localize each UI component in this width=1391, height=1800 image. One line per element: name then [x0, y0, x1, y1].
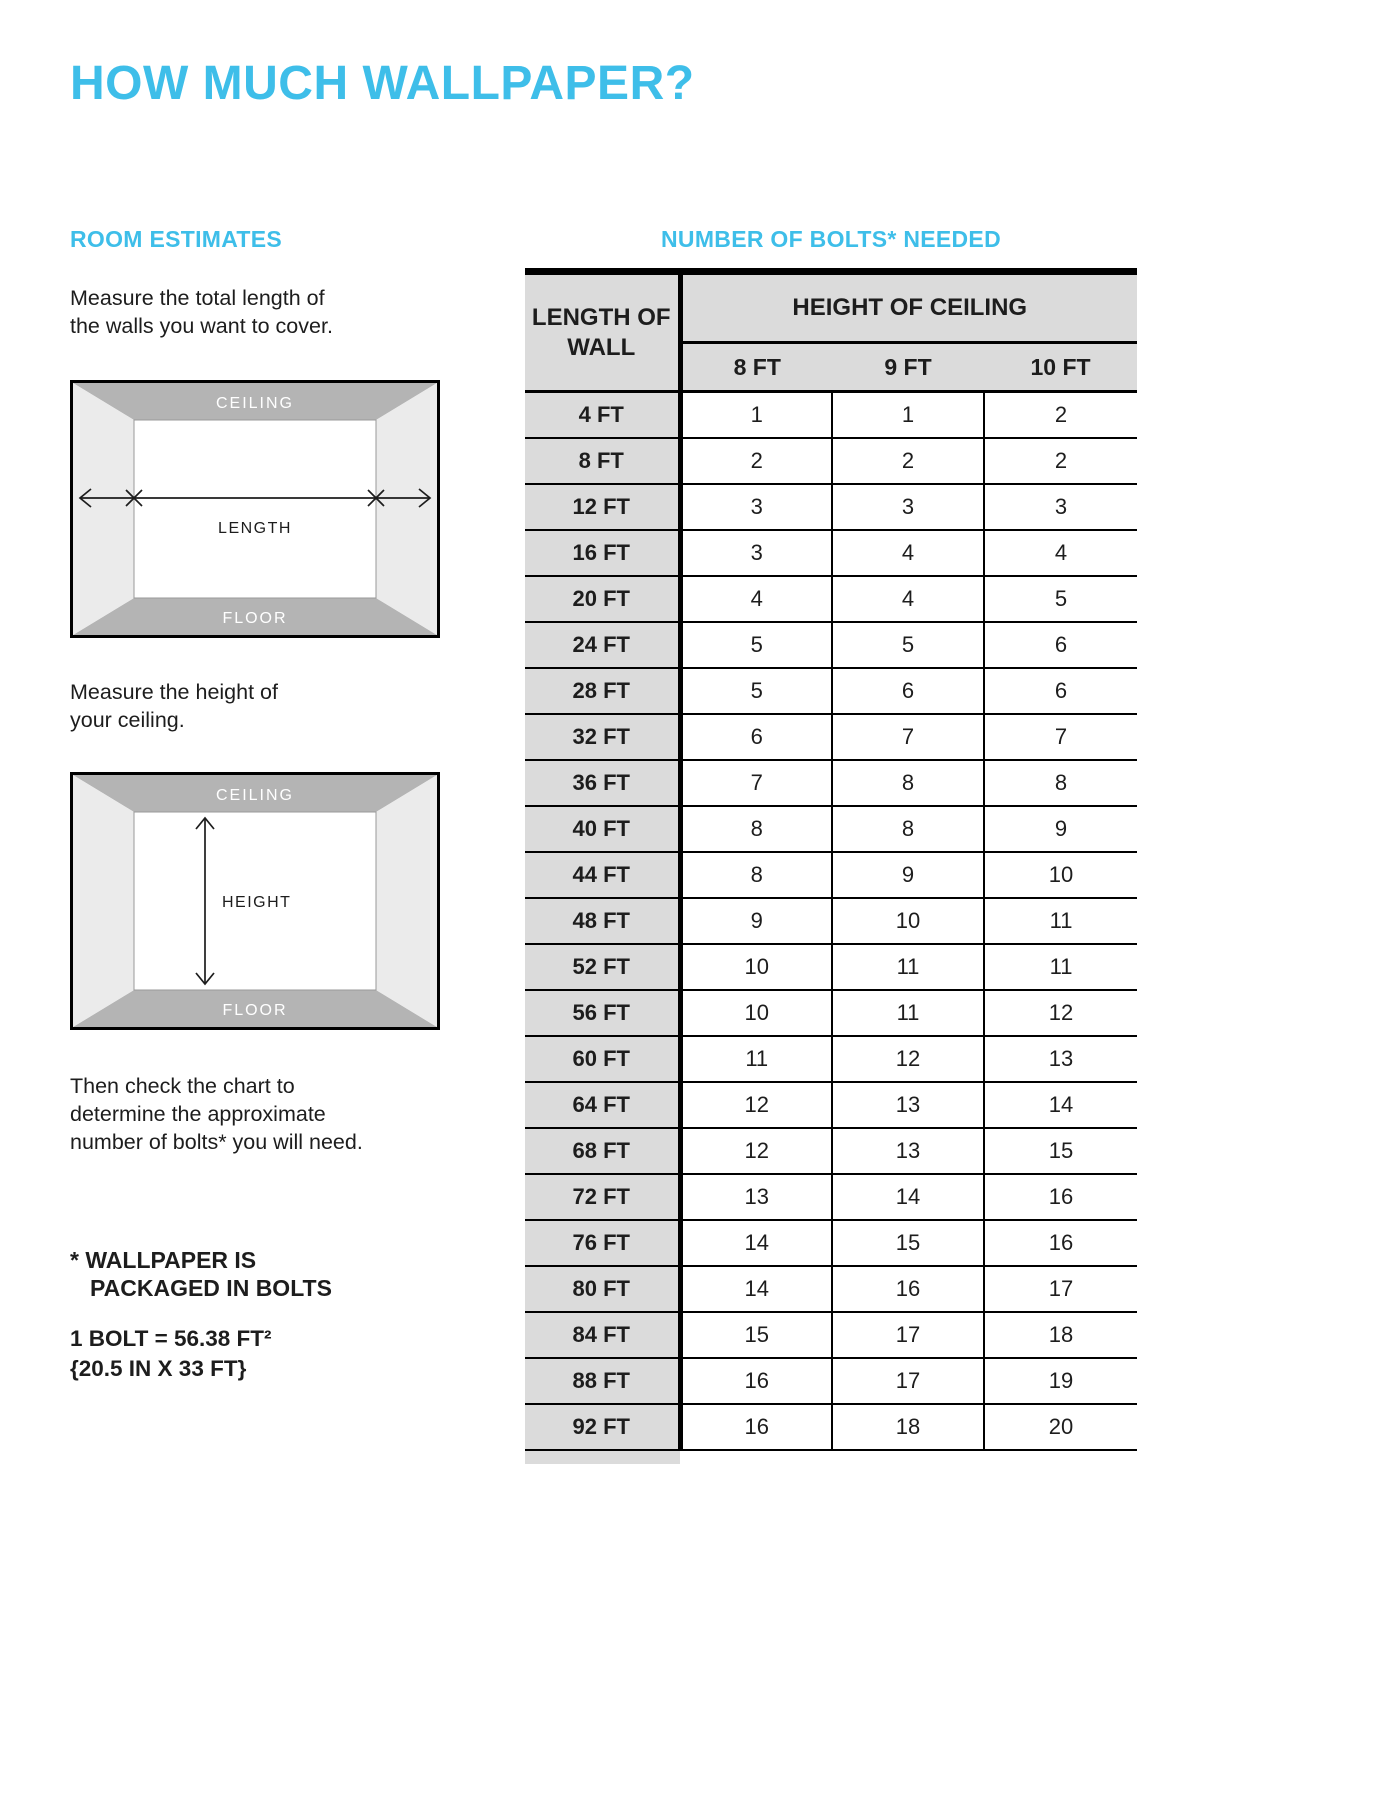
bolt-count-cell: 6: [984, 668, 1137, 714]
step3-text: [70, 1072, 363, 1156]
table-row: [525, 668, 1137, 714]
bolt-count-cell: 1: [680, 392, 832, 439]
bolt-count-cell: 12: [832, 1036, 984, 1082]
table-row: [525, 944, 1137, 990]
wall-length-cell: 12 FT: [525, 484, 680, 530]
step3-line3: number of bolts* you will need.: [70, 1130, 363, 1154]
bolt-count-cell: 14: [680, 1266, 832, 1312]
table-row: [525, 714, 1137, 760]
step2-line1: Measure the height of: [70, 680, 278, 704]
table-row: [525, 392, 1137, 439]
bolt-count-cell: 16: [984, 1220, 1137, 1266]
bolt-count-cell: 14: [832, 1174, 984, 1220]
bolt-count-cell: 8: [832, 806, 984, 852]
wall-length-cell: 56 FT: [525, 990, 680, 1036]
bolts-table: [525, 268, 1137, 1451]
bolt-count-cell: 11: [832, 990, 984, 1036]
bolt-count-cell: 19: [984, 1358, 1137, 1404]
bolt-count-cell: 10: [832, 898, 984, 944]
bolt-count-cell: 16: [680, 1358, 832, 1404]
bolt-count-cell: 2: [832, 438, 984, 484]
bolt-count-cell: 15: [832, 1220, 984, 1266]
room-height-diagram: [70, 772, 440, 1030]
bolt-count-cell: 18: [984, 1312, 1137, 1358]
bolt-count-cell: 3: [680, 484, 832, 530]
length-of-wall-header: LENGTH OF WALL: [525, 272, 680, 392]
bolt-count-cell: 4: [832, 530, 984, 576]
bolt-count-cell: 9: [832, 852, 984, 898]
bolt-count-cell: 10: [984, 852, 1137, 898]
table-row: [525, 530, 1137, 576]
right-wall: [376, 775, 437, 1027]
bolt-count-cell: 11: [680, 1036, 832, 1082]
bolt-count-cell: 4: [984, 530, 1137, 576]
bolt-count-cell: 9: [680, 898, 832, 944]
left-wall: [73, 775, 134, 1027]
bolt-count-cell: 20: [984, 1404, 1137, 1450]
room-length-diagram: [70, 380, 440, 638]
ceiling-height-10ft: 10 FT: [984, 343, 1137, 392]
wall-length-cell: 20 FT: [525, 576, 680, 622]
bolt-count-cell: 9: [984, 806, 1137, 852]
bolt-count-cell: 8: [680, 806, 832, 852]
bolt-count-cell: 5: [680, 622, 832, 668]
ceiling-label: CEILING: [215, 395, 295, 412]
bolt-count-cell: 5: [984, 576, 1137, 622]
height-label: HEIGHT: [222, 894, 292, 911]
bolt-count-cell: 15: [984, 1128, 1137, 1174]
bolt-count-cell: 6: [984, 622, 1137, 668]
floor-label: FLOOR: [222, 610, 288, 627]
table-header-row: [525, 272, 1137, 343]
bolt-count-cell: 5: [680, 668, 832, 714]
wall-length-cell: 68 FT: [525, 1128, 680, 1174]
bolt-count-cell: 16: [984, 1174, 1137, 1220]
table-row: [525, 576, 1137, 622]
table-row: [525, 1082, 1137, 1128]
bolts-needed-heading: NUMBER OF BOLTS* NEEDED: [661, 226, 1001, 252]
bolt-count-cell: 2: [680, 438, 832, 484]
bolt-count-cell: 13: [680, 1174, 832, 1220]
page-title: HOW MUCH WALLPAPER?: [70, 57, 695, 110]
bolt-count-cell: 14: [680, 1220, 832, 1266]
footnote-line2: PACKAGED IN BOLTS: [90, 1275, 332, 1301]
bolt-count-cell: 12: [984, 990, 1137, 1036]
table-row: [525, 760, 1137, 806]
bolt-count-cell: 18: [832, 1404, 984, 1450]
bolt-count-cell: 7: [680, 760, 832, 806]
wall-length-cell: 88 FT: [525, 1358, 680, 1404]
bolt-count-cell: 15: [680, 1312, 832, 1358]
bolt-count-cell: 11: [984, 898, 1137, 944]
bolt-spec: [70, 1324, 272, 1384]
table-row: [525, 484, 1137, 530]
table-row: [525, 990, 1137, 1036]
step3-line2: determine the approximate: [70, 1102, 326, 1126]
wall-length-cell: 52 FT: [525, 944, 680, 990]
step1-line2: the walls you want to cover.: [70, 314, 333, 338]
bolt-count-cell: 13: [984, 1036, 1137, 1082]
step1-text: [70, 284, 333, 340]
table-row: [525, 852, 1137, 898]
step1-line1: Measure the total length of: [70, 286, 325, 310]
table-footer-strip: [525, 1451, 680, 1464]
bolt-count-cell: 12: [680, 1128, 832, 1174]
bolt-count-cell: 7: [984, 714, 1137, 760]
table-row: [525, 1312, 1137, 1358]
bolt-count-cell: 16: [832, 1266, 984, 1312]
wall-length-cell: 36 FT: [525, 760, 680, 806]
table-row: [525, 806, 1137, 852]
bolt-equivalence: 1 BOLT = 56.38 FT²: [70, 1326, 272, 1351]
step3-line1: Then check the chart to: [70, 1074, 295, 1098]
bolts-footnote: [70, 1246, 332, 1302]
bolts-table-head: [525, 272, 1137, 392]
bolt-count-cell: 4: [832, 576, 984, 622]
bolt-count-cell: 14: [984, 1082, 1137, 1128]
wall-length-cell: 44 FT: [525, 852, 680, 898]
bolt-count-cell: 1: [832, 392, 984, 439]
ceiling-label: CEILING: [215, 787, 295, 804]
bolts-table-body: [525, 392, 1137, 1451]
table-row: [525, 438, 1137, 484]
wall-length-cell: 40 FT: [525, 806, 680, 852]
table-row: [525, 622, 1137, 668]
bolt-count-cell: 5: [832, 622, 984, 668]
right-wall: [376, 383, 437, 635]
ceiling-height-9ft: 9 FT: [832, 343, 984, 392]
bolt-dimensions: {20.5 IN X 33 FT}: [70, 1356, 247, 1381]
bolt-count-cell: 16: [680, 1404, 832, 1450]
back-wall: [134, 420, 376, 598]
table-row: [525, 1404, 1137, 1450]
table-row: [525, 1220, 1137, 1266]
bolts-table-container: [525, 268, 1137, 1464]
bolt-count-cell: 12: [680, 1082, 832, 1128]
table-row: [525, 1036, 1137, 1082]
height-of-ceiling-header: HEIGHT OF CEILING: [680, 272, 1137, 343]
table-row: [525, 1358, 1137, 1404]
bolt-count-cell: 7: [832, 714, 984, 760]
room-estimates-heading: ROOM ESTIMATES: [70, 226, 283, 252]
bolt-count-cell: 8: [984, 760, 1137, 806]
bolt-count-cell: 17: [832, 1358, 984, 1404]
wall-length-cell: 76 FT: [525, 1220, 680, 1266]
wall-length-cell: 92 FT: [525, 1404, 680, 1450]
wall-length-cell: 80 FT: [525, 1266, 680, 1312]
wall-length-cell: 84 FT: [525, 1312, 680, 1358]
bolt-count-cell: 3: [832, 484, 984, 530]
bolt-count-cell: 8: [832, 760, 984, 806]
bolt-count-cell: 2: [984, 438, 1137, 484]
ceiling-height-8ft: 8 FT: [680, 343, 832, 392]
table-row: [525, 1174, 1137, 1220]
bolt-count-cell: 13: [832, 1082, 984, 1128]
wall-length-cell: 24 FT: [525, 622, 680, 668]
wall-length-cell: 8 FT: [525, 438, 680, 484]
bolt-count-cell: 3: [680, 530, 832, 576]
bolt-count-cell: 2: [984, 392, 1137, 439]
length-label: LENGTH: [218, 520, 292, 537]
footnote-line1: * WALLPAPER IS: [70, 1247, 257, 1273]
table-row: [525, 898, 1137, 944]
wall-length-cell: 16 FT: [525, 530, 680, 576]
wall-length-cell: 32 FT: [525, 714, 680, 760]
bolt-count-cell: 17: [984, 1266, 1137, 1312]
table-row: [525, 1128, 1137, 1174]
bolt-count-cell: 11: [984, 944, 1137, 990]
bolt-count-cell: 10: [680, 990, 832, 1036]
bolt-count-cell: 6: [680, 714, 832, 760]
wall-length-cell: 72 FT: [525, 1174, 680, 1220]
step2-line2: your ceiling.: [70, 708, 185, 732]
floor-label: FLOOR: [222, 1002, 288, 1019]
bolt-count-cell: 4: [680, 576, 832, 622]
table-row: [525, 1266, 1137, 1312]
bolt-count-cell: 17: [832, 1312, 984, 1358]
bolt-count-cell: 13: [832, 1128, 984, 1174]
bolt-count-cell: 3: [984, 484, 1137, 530]
wall-length-cell: 28 FT: [525, 668, 680, 714]
wall-length-cell: 64 FT: [525, 1082, 680, 1128]
bolt-count-cell: 11: [832, 944, 984, 990]
wall-length-cell: 4 FT: [525, 392, 680, 439]
wall-length-cell: 48 FT: [525, 898, 680, 944]
left-wall: [73, 383, 134, 635]
step2-text: [70, 678, 278, 734]
wall-length-cell: 60 FT: [525, 1036, 680, 1082]
bolt-count-cell: 8: [680, 852, 832, 898]
bolt-count-cell: 10: [680, 944, 832, 990]
bolt-count-cell: 6: [832, 668, 984, 714]
